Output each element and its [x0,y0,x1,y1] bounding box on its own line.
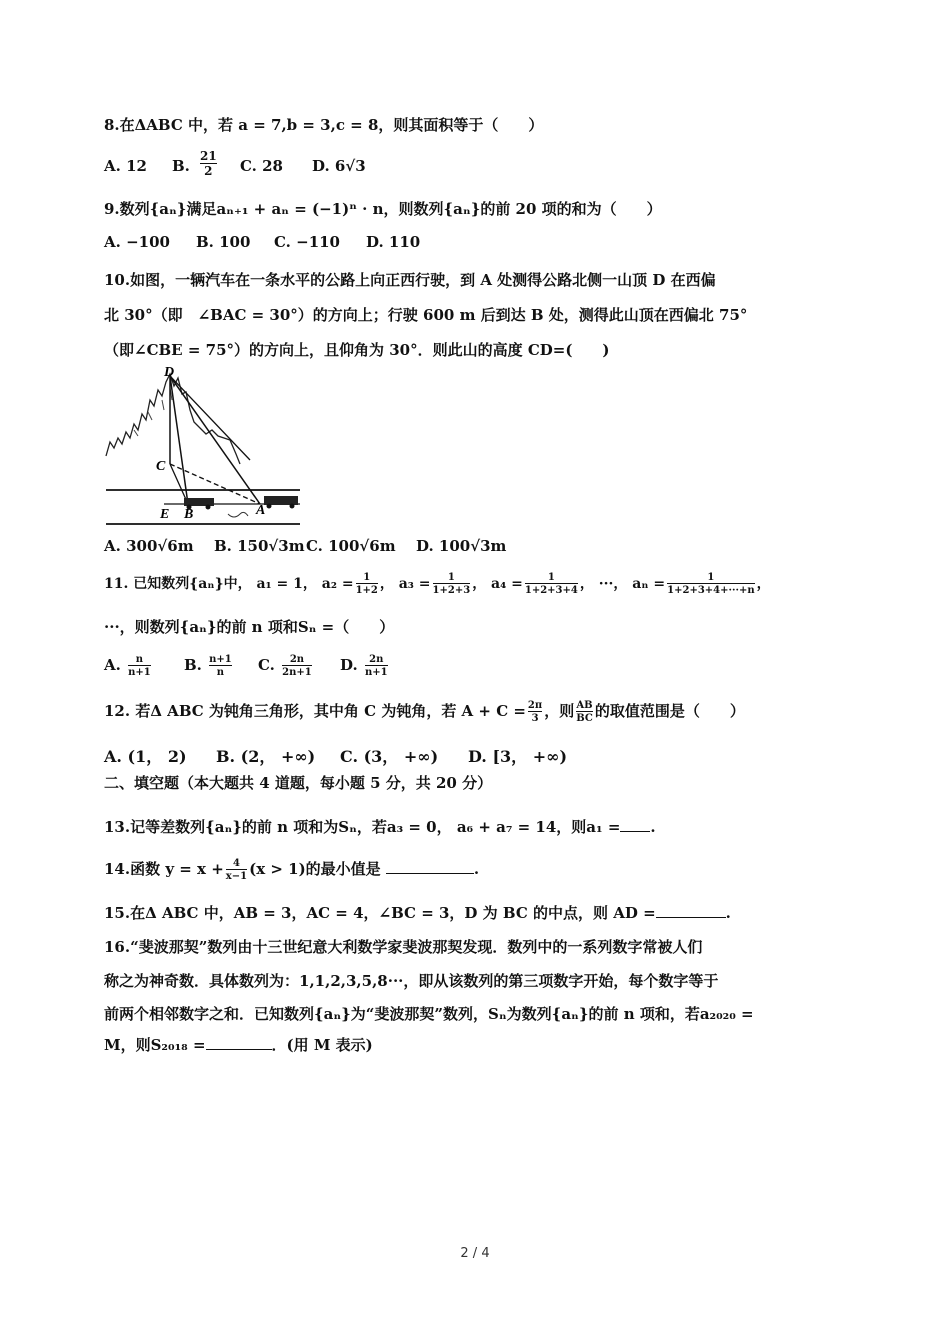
frac-num: 1 [363,572,371,583]
q14-end: . [473,860,480,878]
section-2-heading: 二、填空题（本大题共 4 道题，每小题 5 分，共 20 分） [104,774,493,792]
q12-option-c: C. (3， +∞) [340,747,439,766]
q10-line2: 北 30°（即 ∠BAC = 30°）的方向上；行驶 600 m 后到达 B 处，测得此山顶在西偏北 75° [104,306,748,324]
answer-blank [656,905,726,918]
q12-stem [104,700,745,724]
frac-den: 2n+1 [282,667,312,678]
q11-line1 [104,572,771,596]
q16-line2: 称之为神奇数．具体数列为：1,1,2,3,5,8···，即从该数列的第三项数字开始，每个数字等于 [104,972,719,990]
mountain-outline [106,374,240,464]
q16-prefix: M，则S₂₀₁₈ = [104,1036,206,1054]
q12-option-d: D. [3， +∞) [468,747,568,766]
answer-blank [206,1037,272,1050]
q10-option-b: B. 150√3m [214,537,305,555]
q12-prefix: 12. 若Δ ABC 为钝角三角形，其中角 C 为钝角，若 A + C = [104,702,526,720]
q10-option-d: D. 100√3m [416,537,507,555]
frac-num: 4 [232,858,240,869]
frac-den: n+1 [364,667,388,678]
q13-end: . [650,818,656,836]
q9-stem: 9.数列{aₙ}满足aₙ₊₁ + aₙ = (−1)ⁿ · n，则数列{aₙ}的前 20 项的和为（ ） [104,200,662,218]
q8-option-b-label: B. [172,157,190,175]
frac-den: 1+2+3+4 [524,585,578,596]
frac-num: 2n [369,654,384,665]
q15-stem [104,902,731,923]
frac-num: 1 [447,572,455,583]
frac-den: 1+2+3 [432,585,471,596]
q11-prefix: 11. 已知数列{aₙ}中， a₁ = 1， a₂ = [104,576,354,592]
q11-mid2: ， a₄ = [472,576,523,592]
q12-suffix: 的取值范围是（ ） [594,702,745,720]
frac-num: 2π [527,700,543,711]
q9-option-a: A. −100 [104,233,170,251]
q16-line1: 16.“斐波那契”数列由十三世纪意大利数学家斐波那契发现．数列中的一系列数字常被人们 [104,938,703,956]
q12-mid: ，则 [544,702,575,720]
q8-option-d: D. 6√3 [312,157,366,175]
q11-option-b [184,654,234,678]
q12-option-b: B. (2， +∞) [216,747,316,766]
answer-blank [620,819,650,832]
q10-option-a: A. 300√6m [104,537,194,555]
option-label: D. [340,656,358,674]
q9-option-d: D. 110 [366,233,421,251]
frac-den: n+1 [128,667,151,678]
frac-num: 1 [707,572,715,583]
q13-text: 13.记等差数列{aₙ}的前 n 项和为Sₙ，若a₃ = 0， a₆ + a₇ = 14，则a₁ = [104,818,621,836]
mountain-road-figure [104,364,304,528]
label-a: A [256,503,266,518]
q10-line3: （即∠CBE = 75°）的方向上，且仰角为 30°．则此山的高度 CD=( ) [104,341,610,359]
q14-stem [104,858,479,882]
option-label: C. [258,656,275,674]
q12-option-a: A. (1， 2) [104,747,187,766]
q11-line2: ···，则数列{aₙ}的前 n 项和Sₙ =（ ） [104,618,395,636]
option-label: A. [104,656,121,674]
q15-text: 15.在Δ ABC 中，AB = 3，AC = 4，∠BC = 3，D 为 BC 的中点，则 AD = [104,904,656,922]
option-label: B. [184,656,202,674]
q8-option-a: A. 12 [104,157,147,175]
q11-mid1: ， a₃ = [379,576,431,592]
label-d: D [164,365,175,380]
q14-suffix: (x > 1)的最小值是 [249,860,381,878]
q11-mid3: ， ···， aₙ = [579,576,666,592]
q16-line3: 前两个相邻数字之和．已知数列{aₙ}为“斐波那契”数列，Sₙ为数列{aₙ}的前 n 项和，若a₂₀₂₀ = [104,1005,754,1023]
q9-option-b: B. 100 [196,233,251,251]
q13-stem [104,816,656,837]
frac-den: n [209,665,232,678]
frac-den: 1+2 [355,585,378,596]
answer-blank [386,861,474,874]
q9-option-c: C. −110 [274,233,340,251]
frac-num: n [135,654,144,665]
label-c: C [156,459,166,474]
q8-option-c: C. 28 [240,157,283,175]
q11-suffix: ， [756,576,771,592]
label-e: E [160,507,170,522]
frac-den: 2 [200,163,217,178]
frac-num: AB [576,700,593,711]
q8-option-b-frac [198,150,219,178]
frac-den: x−1 [225,871,248,882]
frac-num: 21 [200,149,217,163]
q15-end: . [725,904,731,922]
label-b: B [184,507,194,522]
q16-suffix: ．(用 M 表示) [271,1036,373,1054]
frac-den: 1+2+3+4+···+n [667,585,755,596]
q11-option-d [340,654,390,678]
frac-den: BC [576,713,593,724]
q11-option-c [258,654,314,678]
q16-line4 [104,1034,373,1055]
q8-stem: 8.在ΔABC 中，若 a = 7,b = 3,c = 8，则其面积等于（ ） [104,116,544,134]
q10-line1: 10.如图，一辆汽车在一条水平的公路上向正西行驶，到 A 处测得公路北侧一山顶 D 在西偏 [104,271,716,289]
frac-num: 2n [289,654,305,665]
q11-option-a [104,654,153,678]
page-number: 2 / 4 [460,1246,490,1261]
q10-option-c: C. 100√6m [306,537,396,555]
frac-den: 3 [528,711,542,724]
frac-num: n+1 [209,654,232,665]
q14-prefix: 14.函数 y = x + [104,860,224,878]
frac-num: 1 [547,572,555,583]
